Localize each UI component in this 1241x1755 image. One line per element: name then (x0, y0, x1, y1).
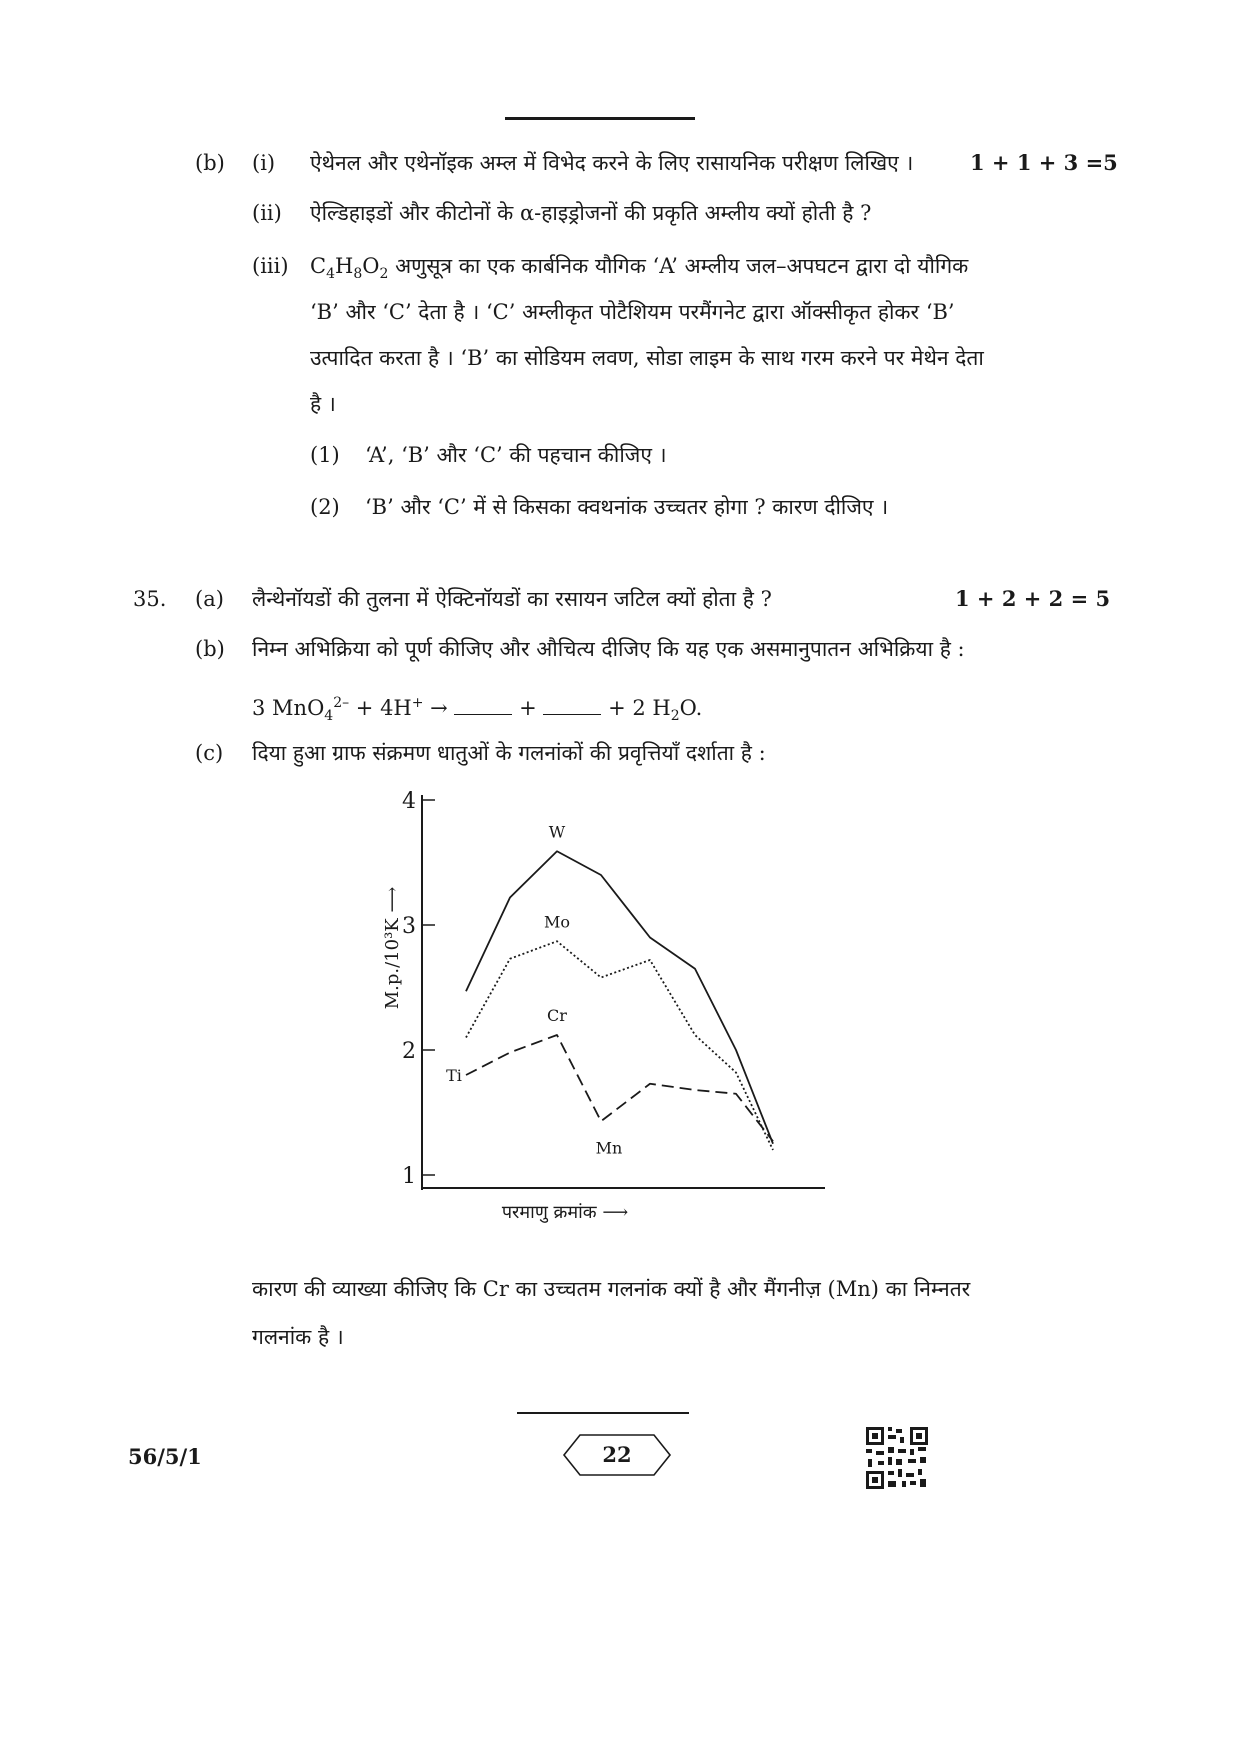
q34b-iii-line4: है । (310, 392, 336, 416)
y-axis-label: M.p./10³K ⟶ (382, 886, 403, 1010)
q34b-i-text: ऐथेनल और एथेनॉइक अम्ल में विभेद करने के लिए रासायनिक परीक्षण लिखिए । (310, 151, 914, 175)
q35b-equation: 3 MnO$_4^{2-}$ + 4H+ → + + 2 $H_2O$. (252, 695, 703, 725)
blank-1 (454, 710, 512, 715)
melting-point-chart (370, 780, 870, 1250)
q35b-label: (b) (195, 637, 225, 661)
page-number: 22 (602, 1442, 632, 1467)
q34b-i-marks: 1 + 1 + 3 =5 (970, 150, 1118, 175)
q34b-label: (b) (195, 151, 225, 175)
blank-2 (543, 710, 601, 715)
q34b-iii-line1: $C_4H_8O_2$ अणुसूत्र का एक कार्बनिक यौगिक ‘A’ अम्लीय जल–अपघटन द्वारा दो यौगिक (310, 254, 969, 283)
q34b-iii-sub1-text: ‘A’, ‘B’ और ‘C’ की पहचान कीजिए । (365, 443, 667, 467)
q35a-marks: 1 + 2 + 2 = 5 (955, 586, 1111, 611)
q34b-iii-sub1-label: (1) (310, 443, 340, 467)
text-before-alpha: ऐल्डिहाइडों और कीटोनों के (310, 201, 520, 225)
q34b-iii-sub2-text: ‘B’ और ‘C’ में से किसका क्वथनांक उच्चतर होगा ? कारण दीजिए । (365, 495, 889, 519)
q35c-text: दिया हुआ ग्राफ संक्रमण धातुओं के गलनांकों की प्रवृत्तियाँ दर्शाता है : (252, 741, 766, 765)
qr-code-icon (864, 1425, 930, 1491)
series-line-dashed (466, 1035, 773, 1141)
q35c-label: (c) (195, 741, 224, 765)
annotation-label: Mn (595, 1138, 623, 1158)
q34b-i-label: (i) (252, 151, 276, 175)
annotation-label: Mo (543, 912, 571, 932)
q34b-ii-text (310, 198, 871, 228)
q35b-text: निम्न अभिक्रिया को पूर्ण कीजिए और औचित्य दीजिए कि यह एक असमानुपातन अभिक्रिया है : (252, 637, 965, 661)
chart-labels (382, 822, 628, 1223)
y-tick-label: 3 (402, 914, 416, 939)
bottom-rule (517, 1412, 689, 1414)
y-tick-label: 4 (402, 789, 416, 814)
q35c-after-line1: कारण की व्याख्या कीजिए कि Cr का उच्चतम गलनांक क्यों है और मैंगनीज़ (Mn) का निम्नतर (252, 1277, 971, 1301)
q34b-ii-label: (ii) (252, 201, 282, 225)
q35a-label: (a) (195, 587, 224, 611)
q34b-iii-line2: ‘B’ और ‘C’ देता है । ‘C’ अम्लीकृत पोटैशियम परमैंगनेट द्वारा ऑक्सीकृत होकर ‘B’ (310, 300, 955, 324)
q35a-text: लैन्थेनॉयडों की तुलना में ऐक्टिनॉयडों का रसायन जटिल क्यों होता है ? (252, 587, 772, 611)
chart-series (466, 851, 773, 1150)
formula: $C_4H_8O_2$ (310, 254, 389, 283)
series-line-dotted (466, 941, 773, 1150)
annotation-label: Cr (547, 1006, 567, 1025)
q35-number: 35. (133, 587, 167, 611)
annotation-label: W (548, 822, 566, 842)
alpha-symbol: α (519, 201, 535, 225)
q34b-iii-label: (iii) (252, 254, 289, 278)
q35c-after-line2: गलनांक है । (252, 1325, 344, 1349)
chart-axes (402, 789, 825, 1190)
text-after-alpha: -हाइड्रोजनों की प्रकृति अम्लीय क्यों होती है ? (534, 201, 872, 225)
top-rule (505, 117, 695, 120)
y-tick-label: 2 (402, 1039, 416, 1064)
x-axis-label: परमाणु क्रमांक ⟶ (501, 1202, 629, 1223)
q34b-iii-line3: उत्पादित करता है । ‘B’ का सोडियम लवण, सोडा लाइम के साथ गरम करने पर मेथेन देता (310, 346, 984, 370)
footer-code: 56/5/1 (128, 1444, 202, 1469)
q34b-iii-sub2-label: (2) (310, 495, 340, 519)
y-tick-label: 1 (402, 1164, 416, 1189)
annotation-label: Ti (446, 1066, 462, 1085)
series-line-solid (466, 851, 773, 1144)
